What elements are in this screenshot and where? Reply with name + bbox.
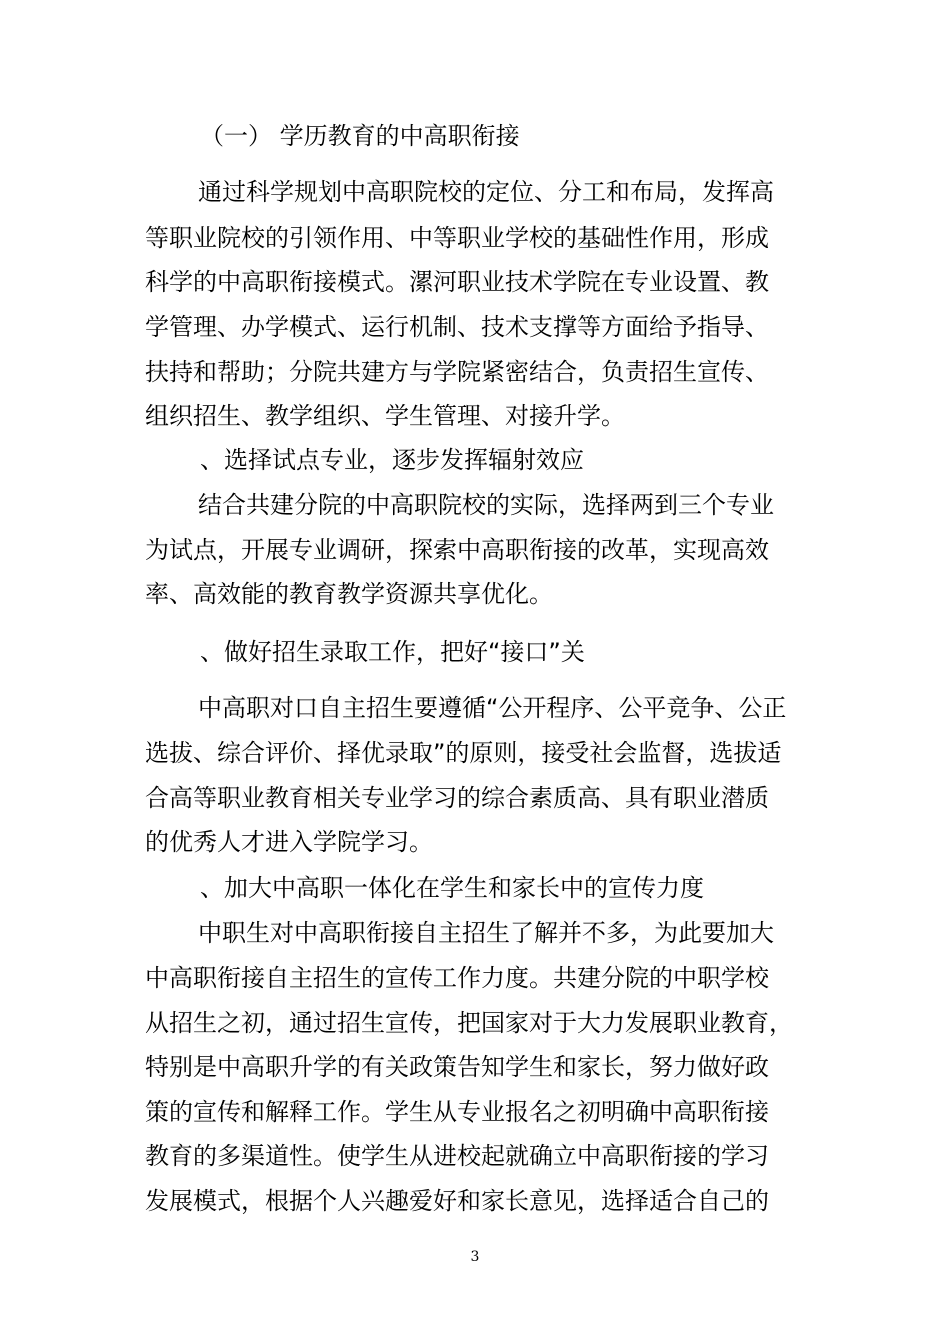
paragraph-line: 为试点，开展专业调研，探索中高职衔接的改革，实现高效 xyxy=(145,536,769,564)
paragraph-line: 发展模式，根据个人兴趣爱好和家长意见，选择适合自己的 xyxy=(145,1187,769,1215)
paragraph-line: 扶持和帮助；分院共建方与学院紧密结合，负责招生宣传、 xyxy=(145,358,769,386)
paragraph-line: 选拔、综合评价、择优录取”的原则，接受社会监督，选拔适 xyxy=(145,739,782,767)
paragraph-line: 教育的多渠道性。使学生从进校起就确立中高职衔接的学习 xyxy=(145,1142,769,1170)
paragraph-line: 组织招生、教学组织、学生管理、对接升学。 xyxy=(145,402,625,430)
item-heading: 、选择试点专业，逐步发挥辐射效应 xyxy=(200,446,584,474)
paragraph-line: 策的宣传和解释工作。学生从专业报名之初明确中高职衔接 xyxy=(145,1098,769,1126)
paragraph-line: 学管理、办学模式、运行机制、技术支撑等方面给予指导、 xyxy=(145,313,769,341)
paragraph-line: 特别是中高职升学的有关政策告知学生和家长，努力做好政 xyxy=(145,1053,769,1081)
item-heading: 、做好招生录取工作，把好“接口”关 xyxy=(200,638,585,666)
section-title: （一） 学历教育的中高职衔接 xyxy=(200,122,520,150)
paragraph-line: 等职业院校的引领作用、中等职业学校的基础性作用，形成 xyxy=(145,224,769,252)
paragraph-line: 的优秀人才进入学院学习。 xyxy=(145,828,433,856)
paragraph-line: 结合共建分院的中高职院校的实际，选择两到三个专业 xyxy=(198,491,774,519)
paragraph-line: 合高等职业教育相关专业学习的综合素质高、具有职业潜质 xyxy=(145,784,769,812)
page-number: 3 xyxy=(470,1249,480,1265)
paragraph-line: 科学的中高职衔接模式。漯河职业技术学院在专业设置、教 xyxy=(145,268,769,296)
paragraph-line: 中职生对中高职衔接自主招生了解并不多，为此要加大 xyxy=(198,919,774,947)
item-heading: 、加大中高职一体化在学生和家长中的宣传力度 xyxy=(200,874,704,902)
paragraph-line: 率、高效能的教育教学资源共享优化。 xyxy=(145,580,553,608)
paragraph-line: 从招生之初，通过招生宣传，把国家对于大力发展职业教育， xyxy=(145,1009,793,1037)
paragraph-line: 通过科学规划中高职院校的定位、分工和布局，发挥高 xyxy=(198,178,774,206)
paragraph-line: 中高职对口自主招生要遵循“公开程序、公平竞争、公正 xyxy=(198,694,787,722)
paragraph-line: 中高职衔接自主招生的宣传工作力度。共建分院的中职学校 xyxy=(145,964,769,992)
